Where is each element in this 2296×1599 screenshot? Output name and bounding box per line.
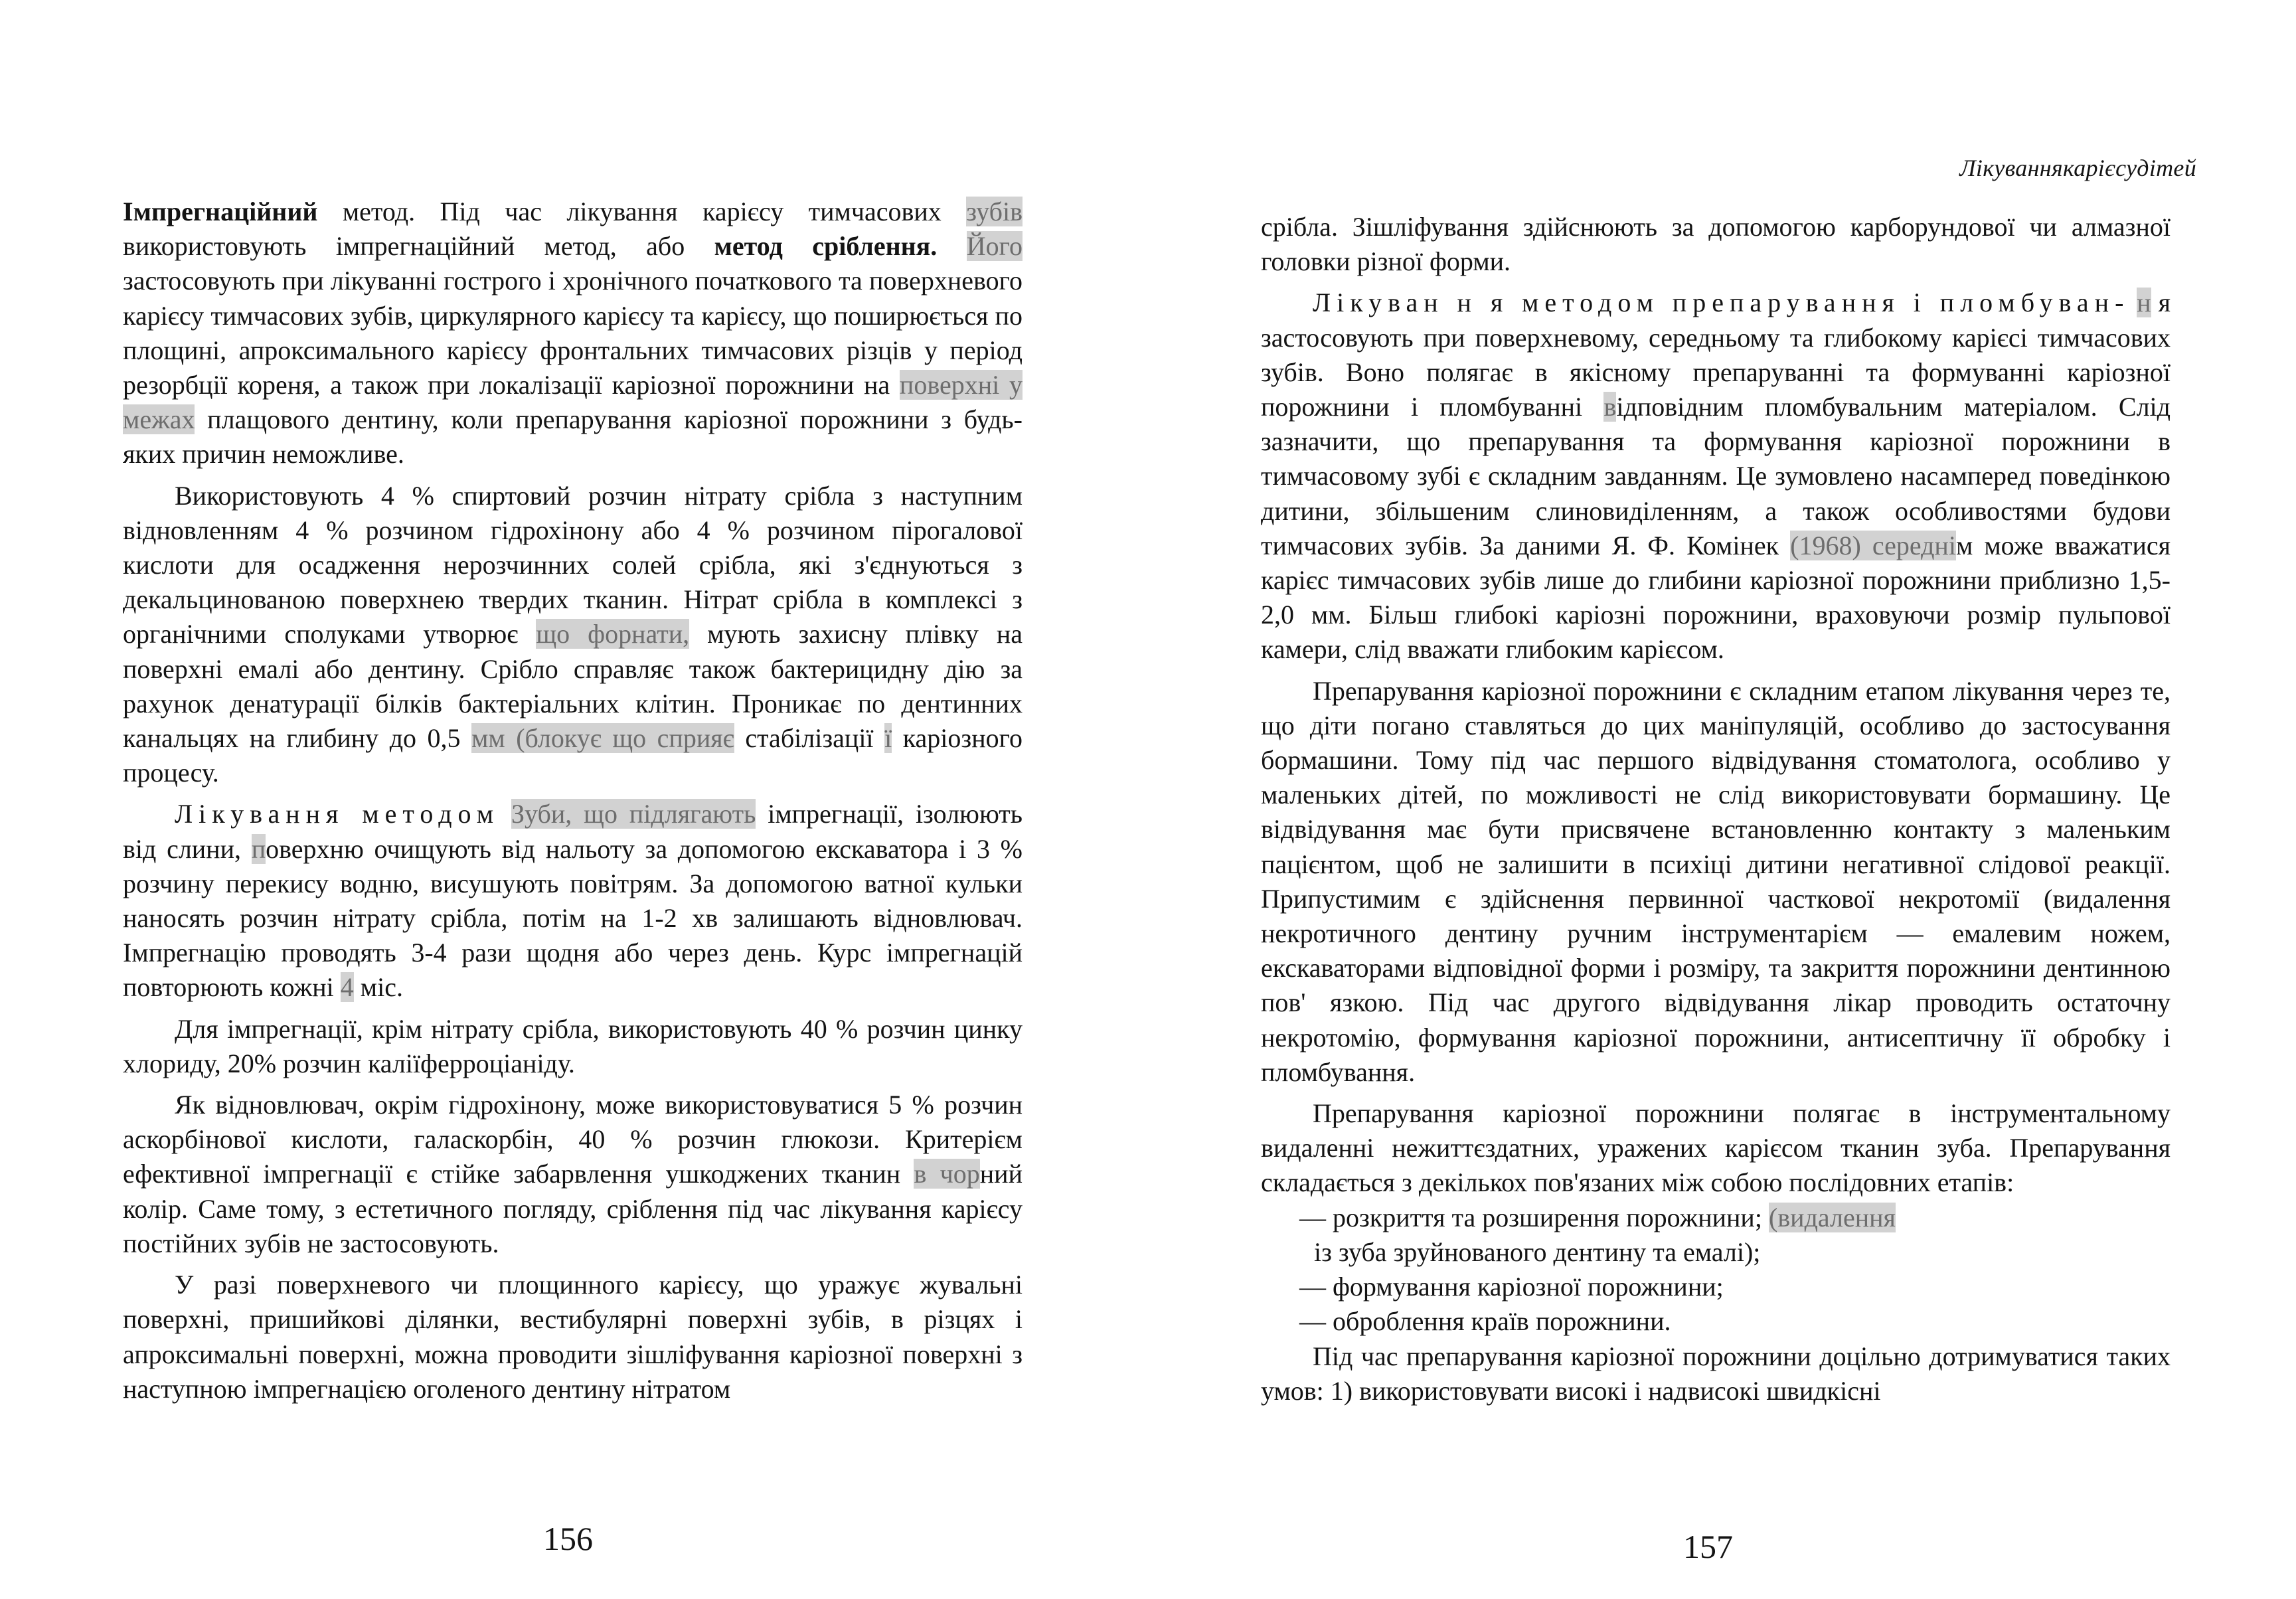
paragraph-preparation-steps: Препарування каріозної порожнини полягає в інструментальному видаленні нежиттєздатних, уражених карієсом тканин зуба. Препарування складається з декількох пов'язаних між собою послідовних етапів: — [1261, 1098, 2171, 1198]
page-number: 156 — [543, 1520, 593, 1557]
paragraph-alternatives: Для імпрегнації, крім нітрату срібла, використовують 40 % розчин цинку хлориду, 20% розчин каліїферроціаніду. — [123, 1013, 1023, 1078]
highlight-mark: (видалення — [1768, 1202, 1896, 1232]
right-page-text — [1261, 210, 2171, 1408]
highlight-mark: в чор — [914, 1159, 980, 1189]
paragraph-impregnation-method: Імпрегнаційний метод. Під час лікування карієсу тимчасових зубів використовують імпрегнаційний метод, або метод сріблення. Його застосовують при лікуванні гострого і хронічного початкового та поверхневого карієсу тимчасових зубів, циркулярного карієсу та карієсу, що поширюється по площині, апроксимального карієсу фронтальних тимчасових різців у період резорбції кореня, а також при локалізації каріозної порожнини на поверхні у межах плащового дентину, коли препарування каріозної порожнини з будь-яких причин неможливе. — [123, 197, 1023, 469]
paragraph-conditions: Під час препарування каріозної порожнини доцільно дотримуватися таких умов: 1) використовувати високі і надвисокі швидкісні — [1261, 1341, 2171, 1406]
paragraph-silver-nitrate: Використовують 4 % спиртовий розчин нітрату срібла з наступним відновленням 4 % розчином гідрохінону або 4 % розчином пірогалової кислоти для осадження нерозчинних солей срібла, які з'єднуються з декальцинованою поверхнею твердих тканин. Нітрат срібла в комплексі з органічними сполуками утворює що форнати, мують захисну плівку на поверхні емалі або дентину. Срібло справляє також бактерицидну дію за рахунок денатурації білків бактеріальних клітин. Проникає по дентинних канальцях на глибину до 0,5 мм (блокує що сприяє стабілізації ї каріозного процесу. — [123, 480, 1023, 788]
highlight-mark: Зуби, що підлягають — [511, 799, 756, 829]
highlight-mark: Його — [966, 231, 1023, 262]
paragraph-treatment-method: Лікування методом Зуби, що підлягають імпрегнації, ізолюють від слини, поверхню очищують від нальоту за допомогою екскаватора і 3 % розчину перекису водню, висушують повітрям. За допомогою ватної кульки наносять розчин нітрату срібла, потім на 1-2 хв залишають відновлювач. Імпрегнацію проводять 3-4 рази щодня або через день. Курс імпрегнацій повторюють кожні 4 міс. — [123, 799, 1023, 1003]
running-head: Лікуваннякарієсудітей — [1959, 155, 2196, 181]
paragraph-grinding-continued: срібла. Зішліфування здійснюють за допомогою карборундової чи алмазної головки різної форми. — [1261, 212, 2171, 277]
highlight-mark: ї — [884, 723, 892, 754]
highlight-mark: н — [2137, 288, 2151, 318]
list-item: із зуба зруйнованого дентину та емалі); — [1314, 1236, 1761, 1267]
spaced-heading: Лікування методом — [175, 799, 500, 829]
term-silvering: метод сріблення. — [714, 231, 938, 262]
highlight-mark: (1968) середні — [1790, 530, 1956, 560]
paragraph-reducer: Як відновлювач, окрім гідрохінону, може використовуватися 5 % розчин аскорбінової кислоти, галаскорбін, 40 % розчин глюкози. Критерієм ефективної імпрегнації є стійке забарвлення ушкоджених тканин в чорний колір. Саме тому, з естетичного погляду, сріблення під час лікування карієсу постійних зубів не застосовують. — [123, 1090, 1023, 1258]
spaced-heading: Лікуван н я методом препарування і пломбуван- — [1313, 288, 2130, 318]
highlight-mark: мм (блокує що сприяє — [471, 723, 734, 754]
highlight-mark: поверхні у межах — [123, 370, 1023, 435]
list-item: — формування каріозної порожнини; — [1299, 1272, 1724, 1302]
page-number: 157 — [1683, 1528, 1733, 1565]
paragraph-preparation-filling: Лікуван н я методом препарування і пломбуван- н я застосовують при поверхневому, середньому та глибокому карієсі тимчасових зубів. Воно полягає в якісному препаруванні та формуванні каріозної порожнини і пломбуванні відповідним пломбувальним матеріалом. Слід зазначити, що препарування та формування каріозної порожнини в тимчасовому зубі є складним завданням. Це зумовлено насамперед поведінкою дитини, збільшеним слиновиділенням, а також особливостями будови тимчасових зубів. За даними Я. Ф. Комінек (1968) середнім може вважатися карієс тимчасових зубів лише до глибини каріозної порожнини приблизно 1,5-2,0 мм. Більш глибокі каріозні порожнини, враховуючи розмір пульпової камери, слід вважати глибоким карієсом. — [1261, 288, 2171, 665]
paragraph-grinding: У разі поверхневого чи площинного карієсу, що уражує жувальні поверхні, пришийкові ділянки, вестибулярні поверхні зубів, в різцях і апроксимальні поверхні, можна проводити зішліфування каріозної поверхні з наступною імпрегнацією оголеного дентину нітратом — [123, 1270, 1023, 1404]
preparation-steps-list — [1261, 1201, 2171, 1339]
highlight-mark: що форнати, — [536, 619, 690, 649]
paragraph-preparation-stage: Препарування каріозної порожнини є складним етапом лікування через те, що діти погано ставляться до цих маніпуляцій, особливо до застосування бормашини. Тому під час першого відвідування стоматолога, особливо у маленьких дітей, по можливості не слід використовувати бормашину. Це відвідування має бути присвячене встановленню контакту з маленьким пацієнтом, щоб не залишити в психіці дитини негативної слідової реакції. Припустимим є здійснення первинної часткової некротомії (видалення некротичного дентину ручним інструментарієм — емалевим ножем, екскаваторами відповідної форми і розміру, та закриття порожнини дентинною пов' язкою. Під час другого відвідування лікар проводить остаточну некротомію, формування каріозної порожнини, антисептичну її обробку і пломбування. — [1261, 675, 2171, 1087]
highlight-mark: зубів — [966, 197, 1023, 226]
highlight-mark: п — [251, 833, 266, 864]
highlight-mark: в — [1603, 392, 1617, 422]
list-item: — розкриття та розширення порожнини; (видалення — [1299, 1202, 1896, 1232]
term-impregnation: Імпрегнаційний — [123, 197, 318, 226]
list-item: — оброблення країв порожнини. — [1299, 1306, 1671, 1337]
right-page — [1148, 0, 2296, 1599]
left-page-text — [123, 195, 1023, 1406]
highlight-mark: 4 — [340, 972, 354, 1003]
